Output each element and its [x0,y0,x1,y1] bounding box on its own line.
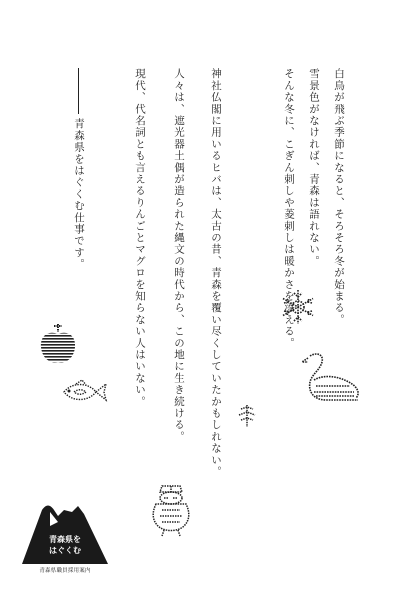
snowflake-icon [279,288,317,326]
logo-line-2: はぐくむ [49,546,81,555]
dogu-icon [148,482,194,538]
logo-line-1: 青森県を [49,535,81,544]
text-column-closing: 青森県をはぐくむ仕事です。 [73,118,85,271]
text-column-1: 白鳥が飛ぶ季節になると、そろそろ冬が始まる。 [333,68,345,326]
logo-caption: 青森県職員採用案内 [39,568,91,574]
apple-icon [38,320,78,366]
swan-icon [300,350,362,406]
fish-icon [60,378,110,406]
text-column-2: 雪景色がなければ、青森は語れない。 [308,68,320,267]
text-column-3: そんな冬に、こぎん刺しや菱刺しは暖かさを添える。 [283,68,295,349]
aomori-logo [20,502,110,566]
dash-rule [78,68,79,114]
text-column-6: 現代、代名詞とも言えるりんごとマグロを知らない人はいない。 [134,68,146,408]
text-column-4: 神社仏閣に用いるヒバは、太古の昔、青森を覆い尽くしていたかもしれない。 [210,68,222,478]
tree-icon [236,403,258,429]
text-column-5: 人々は、遮光器土偶が造られた縄文の時代から、この地に生き続ける。 [173,68,185,443]
